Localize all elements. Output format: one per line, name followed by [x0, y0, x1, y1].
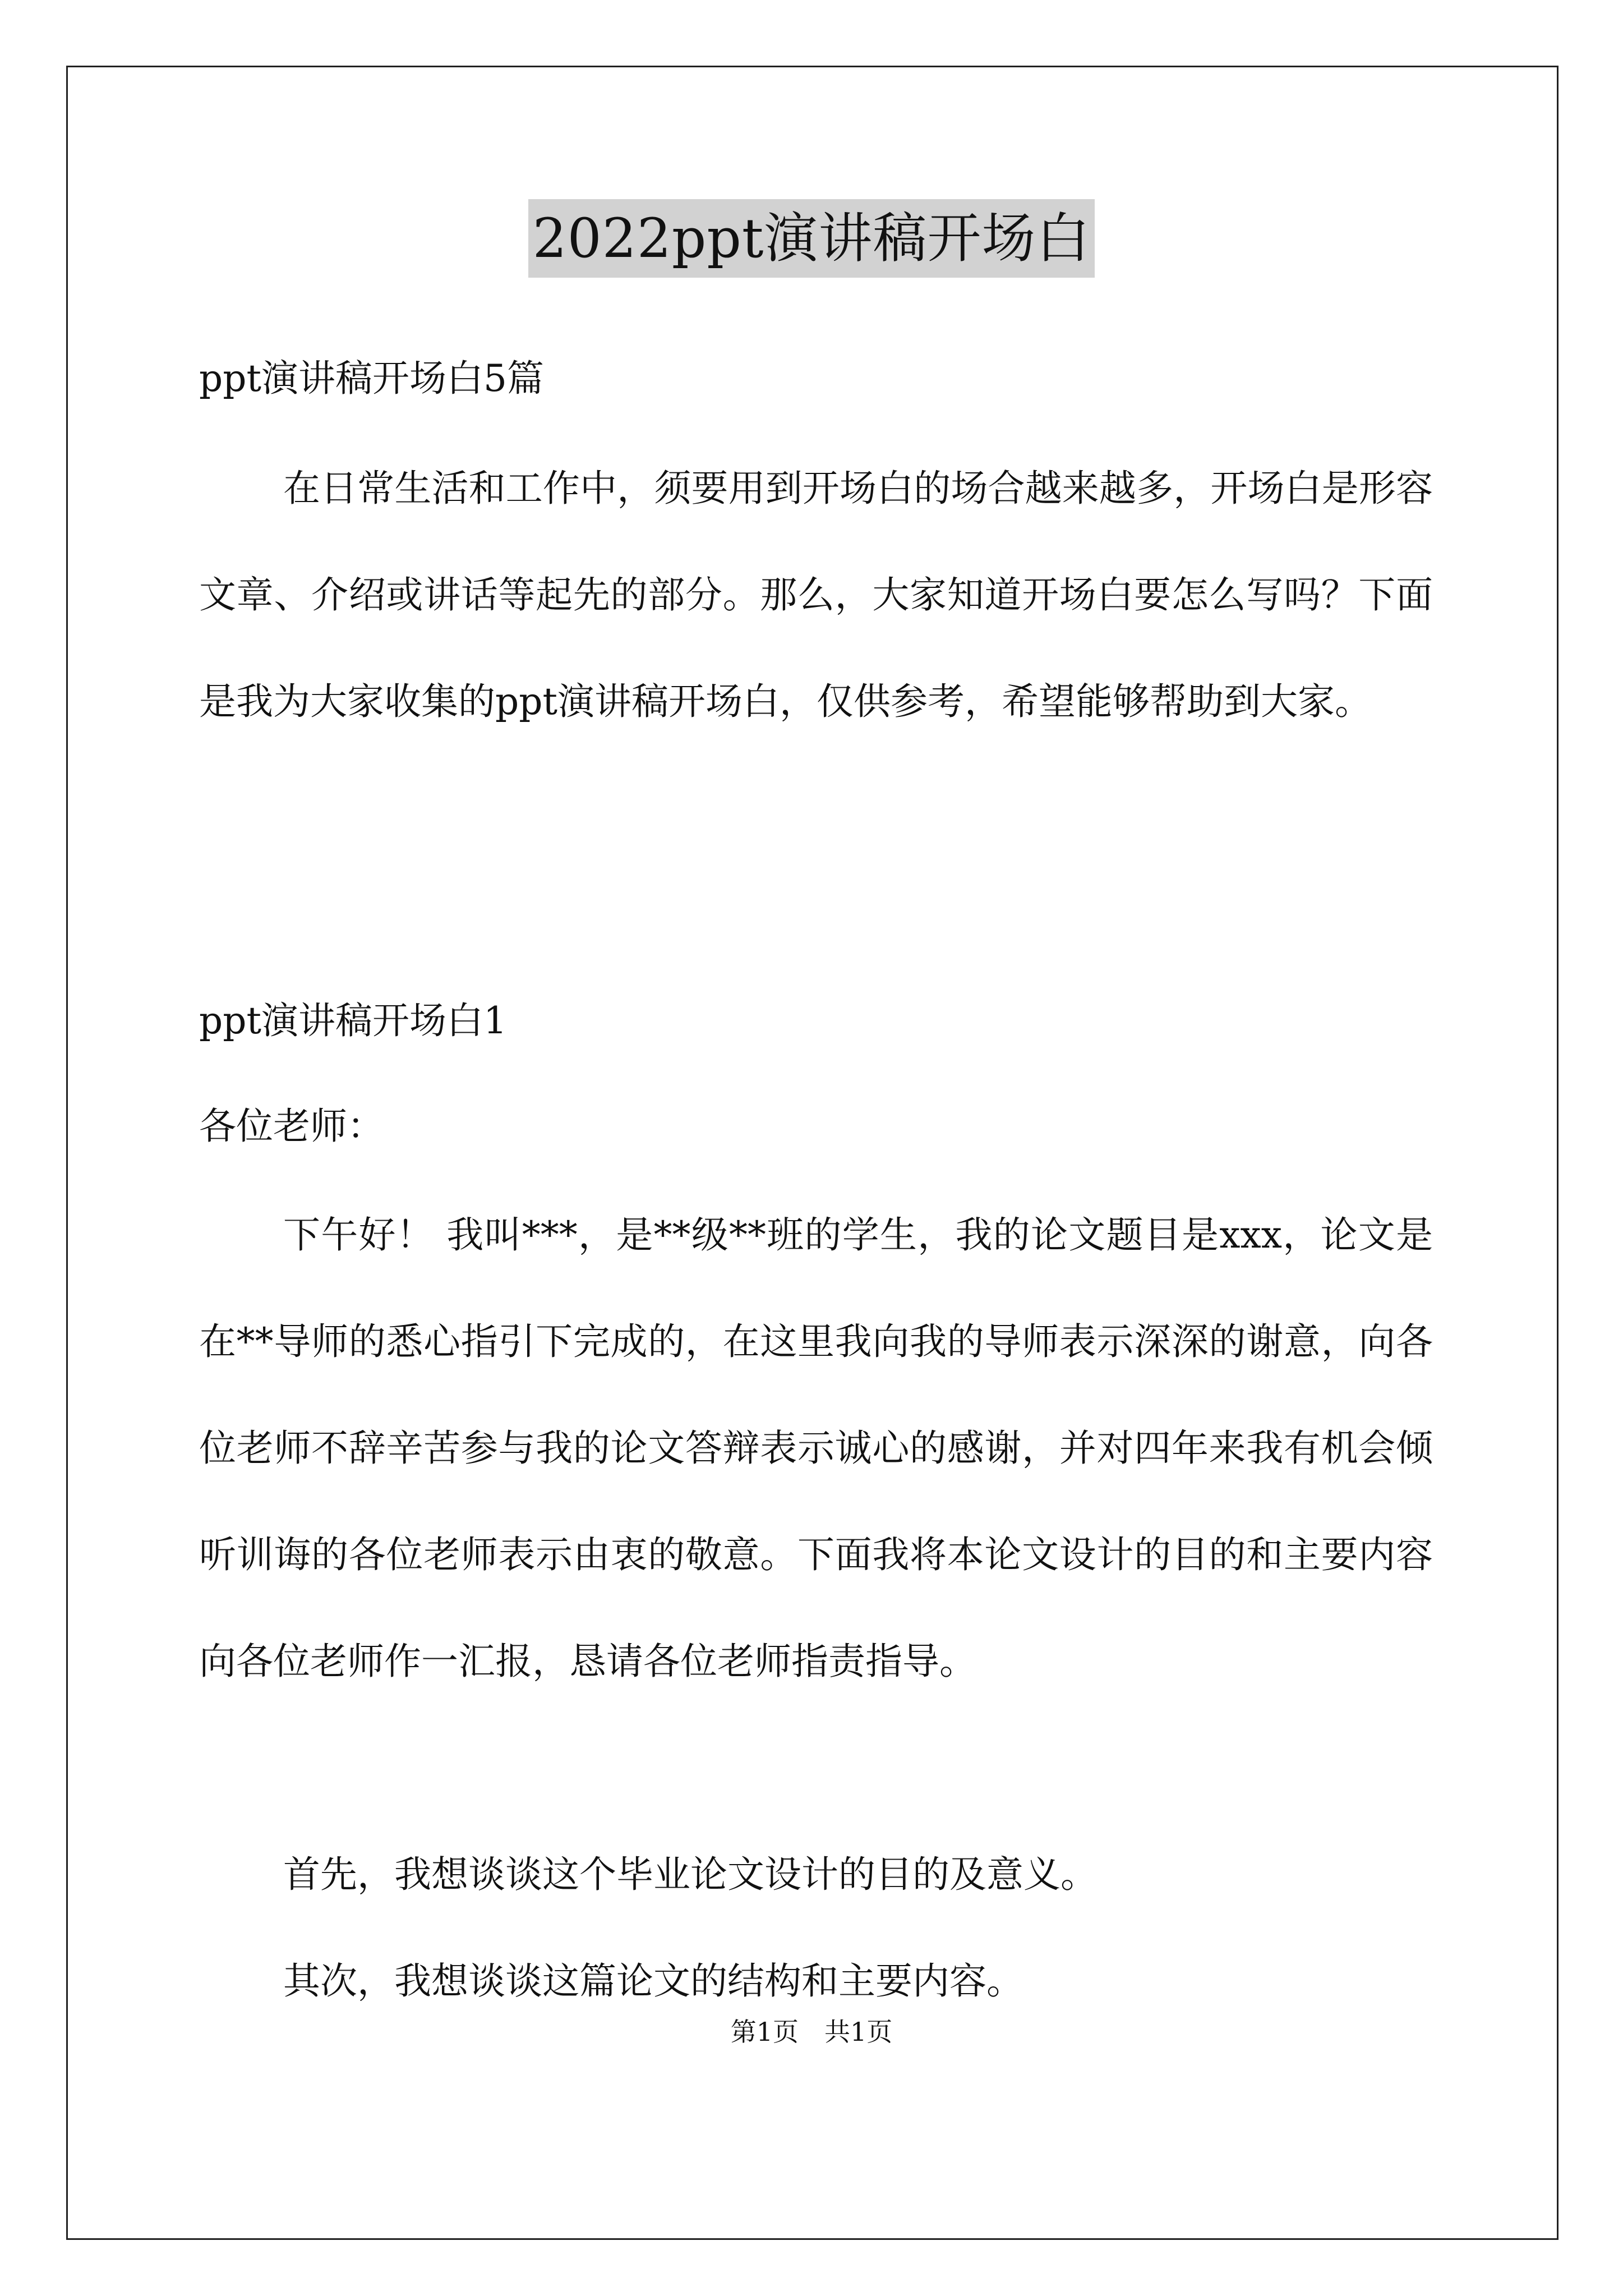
intro-paragraph: 在日常生活和工作中，须要用到开场白的场合越来越多，开场白是形容文章、介绍或讲话等起先的部分。那么，大家知道开场白要怎么写吗？下面是我为大家收集的ppt演讲稿开场白，仅供参考，希望能够帮助到大家。 — [199, 467, 1433, 723]
section-heading: ppt演讲稿开场白1 — [199, 999, 508, 1042]
body-paragraph-3: 其次，我想谈谈这篇论文的结构和主要内容。 — [283, 1959, 1023, 2003]
title-container — [0, 199, 1623, 278]
body-paragraph-1: 下午好！ 我叫***，是**级**班的学生，我的论文题目是xxx，论文是在**导师的悉心指引下完成的，在这里我向我的导师表示深深的谢意，向各位老师不辞辛苦参与我的论文答辩表示诚心的感谢，并对四年来我有机会倾听训诲的各位老师表示由衷的敬意。下面我将本论文设计的目的和主要内容向各位老师作一汇报，恳请各位老师指责指导。 — [199, 1213, 1433, 1683]
body-paragraph-2: 首先，我想谈谈这个毕业论文设计的目的及意义。 — [283, 1853, 1098, 1896]
page-footer: 第1页 共1页 — [730, 2017, 893, 2047]
document-subtitle: ppt演讲稿开场白5篇 — [199, 357, 545, 400]
salutation: 各位老师： — [199, 1105, 384, 1148]
document-title: 2022ppt演讲稿开场白 — [528, 199, 1095, 278]
